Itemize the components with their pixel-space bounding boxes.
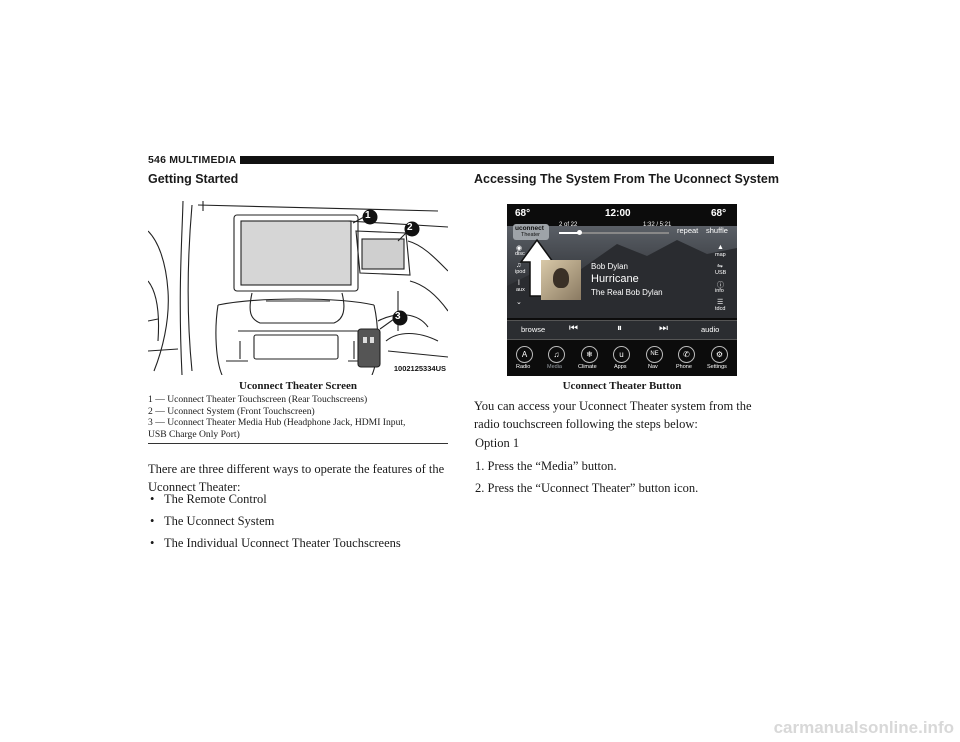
track-count: 2 of 22 — [559, 222, 578, 228]
option-heading: Option 1 — [475, 436, 520, 450]
source-list-right — [711, 244, 733, 316]
theater-brand: uconnect — [515, 225, 544, 232]
track-time: 1:32 / 5:21 — [643, 222, 672, 228]
artist-name: Bob Dylan — [591, 262, 628, 271]
watermark: carmanualsonline.info — [773, 718, 954, 737]
bullet-item: • The Remote Control — [150, 492, 267, 506]
map-icon: ▲ — [717, 244, 724, 251]
playback-controls — [507, 320, 737, 340]
source-disc[interactable]: disc — [515, 251, 525, 257]
chevron-down-icon[interactable]: ⌄ — [516, 299, 522, 306]
repeat-button[interactable]: repeat — [677, 226, 699, 235]
aux-icon: ǀ — [518, 280, 520, 287]
shuffle-button[interactable]: shuffle — [706, 226, 728, 235]
browse-button[interactable]: browse — [521, 325, 546, 334]
source-map[interactable]: map — [715, 252, 726, 258]
disc-icon: ◉ — [516, 245, 523, 252]
uconnect-theater-screen-illustration — [148, 201, 448, 375]
access-line-1: You can access your Uconnect Theater system from the — [474, 399, 752, 413]
legend-item-1: 1 — Uconnect Theater Touchscreen (Rear Touchscreens) — [148, 394, 368, 405]
legend-item-3-cont: USB Charge Only Port) — [148, 428, 240, 440]
intro-line-1: There are three different ways to operate the features of the — [148, 462, 445, 476]
list-icon: ☰ — [717, 299, 724, 306]
figure-caption-theater-button: Uconnect Theater Button — [562, 380, 682, 392]
media-icon[interactable]: ♫ — [548, 346, 565, 363]
temp-right: 68° — [711, 208, 727, 219]
song-title: Hurricane — [591, 273, 639, 285]
nav-media[interactable]: Media — [547, 364, 562, 370]
temp-left: 68° — [515, 208, 531, 219]
info-icon: ⓘ — [717, 282, 724, 289]
legend-item-2: 2 — Uconnect System (Front Touchscreen) — [148, 405, 315, 417]
previous-track-icon[interactable]: ⏮ — [569, 323, 578, 334]
nav-radio[interactable]: Radio — [516, 364, 531, 370]
source-info[interactable]: info — [715, 288, 724, 294]
source-aux[interactable]: aux — [516, 287, 525, 293]
progress-fill — [559, 232, 579, 234]
album-portrait — [553, 268, 569, 288]
intro-paragraph — [148, 460, 444, 496]
bottom-nav — [507, 344, 737, 376]
nav-apps[interactable]: Apps — [614, 364, 627, 370]
radio-icon[interactable]: A — [516, 346, 533, 363]
section-heading-getting-started: Getting Started — [148, 172, 239, 186]
audio-button[interactable]: audio — [701, 325, 720, 334]
next-track-icon[interactable]: ⏭ — [659, 323, 668, 334]
page-number-label: 546 MULTIMEDIA — [148, 154, 237, 166]
uconnect-media-screen — [507, 204, 737, 376]
usb-icon: ⇋ — [717, 263, 723, 270]
bullet-item: • The Individual Uconnect Theater Touchscreens — [150, 536, 401, 550]
progress-track[interactable] — [559, 232, 669, 234]
figure-code: 1002125334US — [393, 364, 446, 373]
source-usb[interactable]: USB — [715, 270, 727, 276]
compass-icon[interactable]: NE — [646, 346, 663, 363]
climate-icon[interactable]: ❄ — [581, 346, 598, 363]
legend-item-3: 3 — Uconnect Theater Media Hub (Headphone Jack, HDMI Input, — [148, 417, 406, 429]
nav-settings[interactable]: Settings — [707, 364, 727, 370]
car-interior-drawing — [148, 201, 448, 375]
bullet-text: The Remote Control — [164, 492, 267, 506]
callout-2-label: 2 — [407, 222, 413, 233]
theater-sub: Theater — [521, 232, 540, 238]
callout-1-label: 1 — [365, 210, 371, 221]
phone-icon[interactable]: ✆ — [678, 346, 695, 363]
figure-caption-theater-screen: Uconnect Theater Screen — [239, 380, 357, 392]
source-tdcd[interactable]: tdcd — [715, 306, 726, 312]
clock: 12:00 — [605, 208, 631, 219]
pause-icon[interactable]: ⏸ — [617, 323, 622, 334]
header-rule — [240, 156, 774, 164]
source-ipod[interactable]: ipod — [515, 269, 526, 275]
bullet-text: The Individual Uconnect Theater Touchscreens — [164, 536, 401, 550]
access-line-2: radio touchscreen following the steps below: — [474, 417, 698, 431]
album-name: The Real Bob Dylan — [591, 288, 663, 297]
album-art — [541, 260, 581, 300]
step-1: 1. Press the “Media” button. — [475, 459, 617, 473]
step-2: 2. Press the “Uconnect Theater” button icon. — [475, 481, 699, 495]
apps-icon[interactable]: u — [613, 346, 630, 363]
intro-line-2: Uconnect Theater: — [148, 480, 241, 494]
legend-divider — [148, 443, 448, 444]
bullet-text: The Uconnect System — [164, 514, 275, 528]
nav-climate[interactable]: Climate — [578, 364, 597, 370]
music-note-icon: ♫ — [516, 262, 522, 269]
gear-icon[interactable]: ⚙ — [711, 346, 728, 363]
callout-3-label: 3 — [395, 311, 401, 322]
progress-handle[interactable] — [577, 230, 582, 235]
access-paragraph — [474, 397, 752, 433]
page-header — [148, 154, 774, 168]
nav-nav[interactable]: Nav — [648, 364, 658, 370]
bullet-item: • The Uconnect System — [150, 514, 275, 528]
nav-phone[interactable]: Phone — [676, 364, 692, 370]
section-heading-accessing-system: Accessing The System From The Uconnect System — [474, 172, 779, 186]
figure-legend — [148, 394, 448, 440]
